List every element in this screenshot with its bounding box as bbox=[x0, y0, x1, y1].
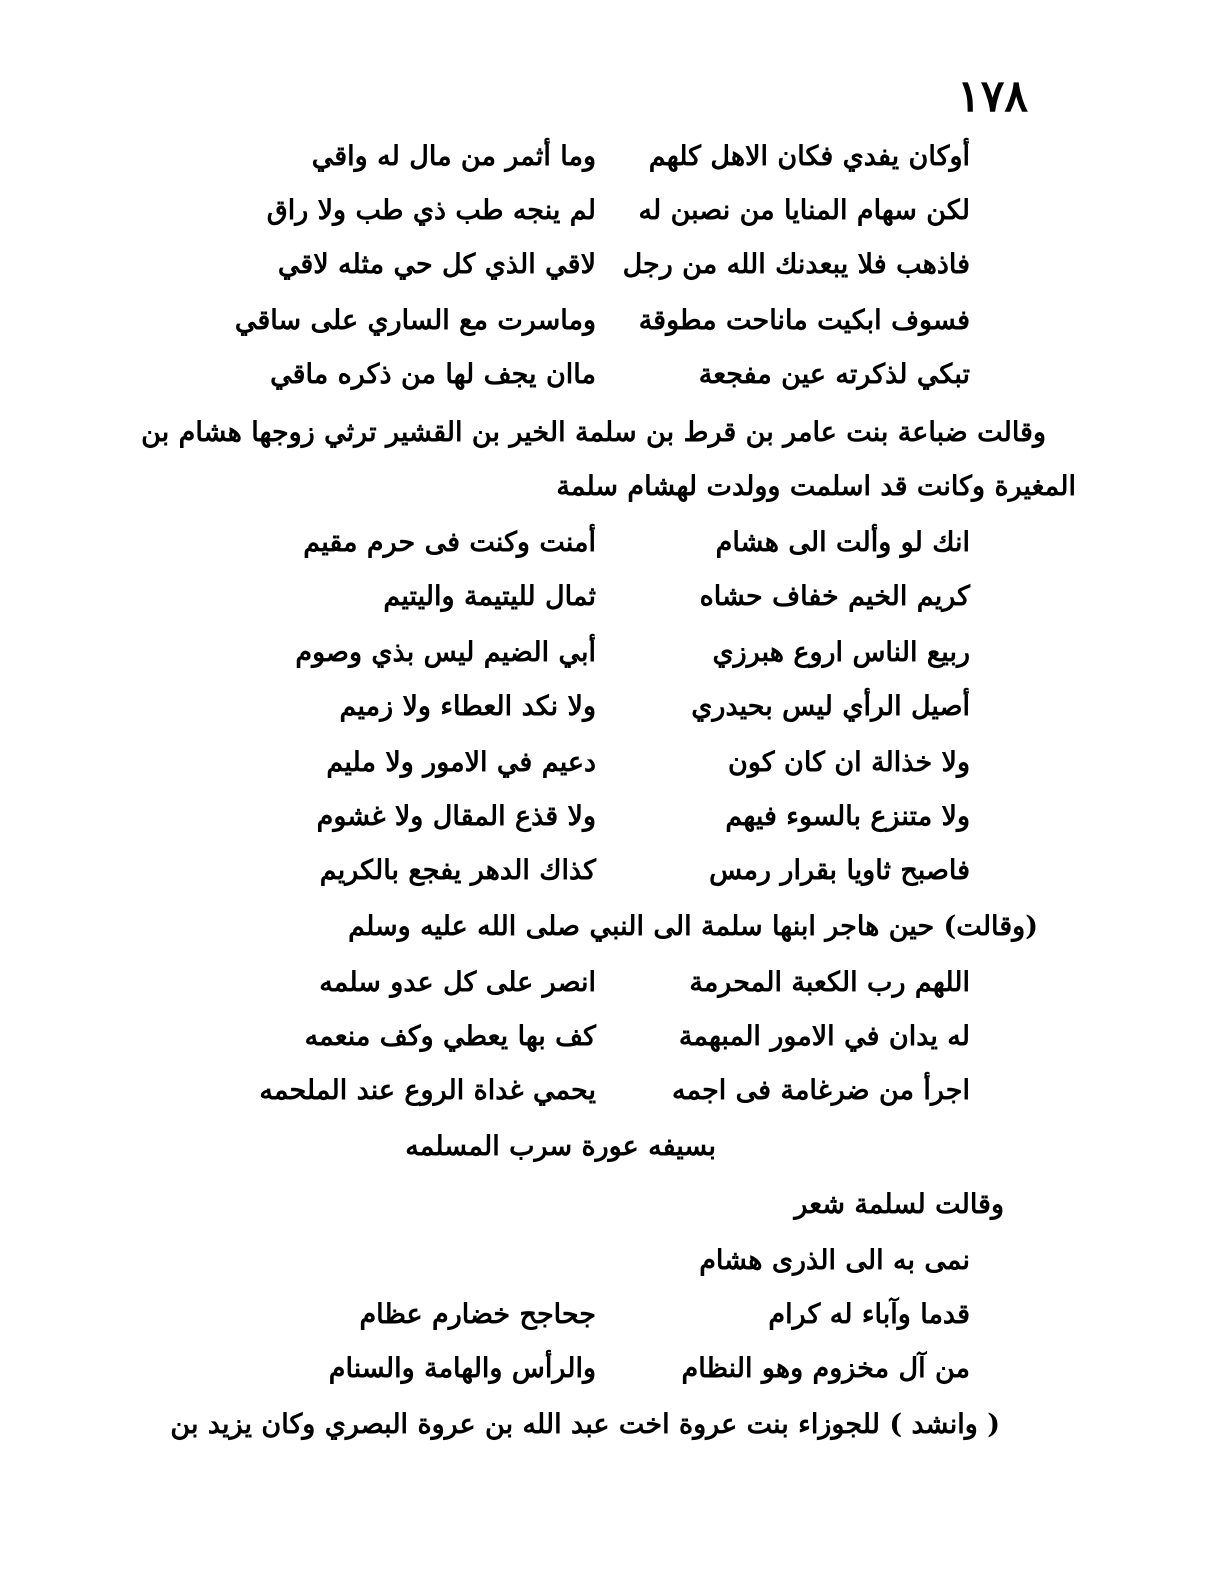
verse-first-hemistich: فاذهب فلا يبعدنك الله من رجل bbox=[622, 249, 970, 280]
verse-first-hemistich: انك لو وألت الى هشام bbox=[715, 527, 970, 558]
verse-line bbox=[0, 350, 1216, 402]
verse-first-hemistich: اللهم رب الكعبة المحرمة bbox=[689, 967, 970, 998]
verse-line bbox=[0, 296, 1216, 348]
verse-first-hemistich: من آل مخزوم وهو النظام bbox=[681, 1353, 970, 1384]
verse-first-hemistich: فسوف ابكيت ماناحت مطوقة bbox=[638, 305, 970, 336]
verse-first-hemistich: ولا خذالة ان كان كون bbox=[728, 747, 970, 778]
verse-first-hemistich: ولا متنزع بالسوء فيهم bbox=[725, 801, 970, 832]
prose-line: (وقالت) حين هاجر ابنها سلمة الى النبي صلى الله عليه وسلم bbox=[348, 911, 1038, 942]
verse-single-line: نمى به الى الذرى هشام bbox=[699, 1245, 970, 1276]
verse-first-hemistich: تبكي لذكرته عين مفجعة bbox=[698, 359, 970, 390]
verse-line bbox=[0, 240, 1216, 292]
verse-second-hemistich: انصر على كل عدو سلمه bbox=[319, 967, 596, 998]
verse-second-hemistich: جحاجح خضارم عظام bbox=[359, 1299, 596, 1330]
verse-second-hemistich: ولا قذع المقال ولا غشوم bbox=[316, 801, 596, 832]
prose-line: وقالت ضباعة بنت عامر بن قرط بن سلمة الخير بن القشير ترثي زوجها هشام بن bbox=[141, 417, 1046, 448]
verse-line bbox=[0, 846, 1216, 898]
verse-single-line: بسيفه عورة سرب المسلمه bbox=[405, 1131, 716, 1162]
verse-first-hemistich: اجرأ من ضرغامة فى اجمه bbox=[671, 1075, 970, 1106]
verse-line bbox=[0, 738, 1216, 790]
verse-second-hemistich: لاقي الذي كل حي مثله لاقي bbox=[277, 249, 596, 280]
prose-line: وقالت لسلمة شعر bbox=[794, 1189, 1004, 1220]
verse-second-hemistich: لم ينجه طب ذي طب ولا راق bbox=[266, 195, 596, 226]
prose-line: ( وانشد ) للجوزاء بنت عروة اخت عبد الله بن عروة البصري وكان يزيد بن bbox=[170, 1409, 1000, 1440]
verse-second-hemistich: ماان يجف لها من ذكره ماقي bbox=[270, 359, 596, 390]
verse-second-hemistich: كذاك الدهر يفجع بالكريم bbox=[319, 855, 596, 886]
verse-second-hemistich: يحمي غداة الروع عند الملحمه bbox=[259, 1075, 596, 1106]
verse-first-hemistich: فاصبح ثاويا بقرار رمس bbox=[709, 855, 970, 886]
verse-second-hemistich: والرأس والهامة والسنام bbox=[328, 1353, 596, 1384]
verse-line bbox=[0, 682, 1216, 734]
verse-second-hemistich: أبي الضيم ليس بذي وصوم bbox=[295, 637, 596, 668]
page-number: ١٧٨ bbox=[957, 71, 1028, 122]
verse-first-hemistich: قدما وآباء له كرام bbox=[768, 1299, 970, 1330]
verse-first-hemistich: أصيل الرأي ليس بحيدري bbox=[691, 691, 970, 722]
verse-first-hemistich: كريم الخيم خفاف حشاه bbox=[699, 581, 970, 612]
verse-line bbox=[0, 186, 1216, 238]
verse-line bbox=[0, 792, 1216, 844]
verse-first-hemistich: ربيع الناس اروع هبرزي bbox=[712, 637, 970, 668]
verse-line bbox=[0, 1290, 1216, 1342]
verse-line bbox=[0, 518, 1216, 570]
verse-first-hemistich: أوكان يفدي فكان الاهل كلهم bbox=[648, 141, 970, 172]
verse-line bbox=[0, 572, 1216, 624]
verse-line bbox=[0, 628, 1216, 680]
verse-second-hemistich: وما أثمر من مال له واقي bbox=[311, 141, 596, 172]
verse-first-hemistich: لكن سهام المنايا من نصبن له bbox=[638, 195, 970, 226]
verse-second-hemistich: وماسرت مع الساري على ساقي bbox=[234, 305, 596, 336]
verse-line bbox=[0, 1012, 1216, 1064]
verse-line bbox=[0, 1344, 1216, 1396]
verse-line bbox=[0, 132, 1216, 184]
verse-second-hemistich: كف بها يعطي وكف منعمه bbox=[304, 1021, 596, 1052]
verse-line bbox=[0, 958, 1216, 1010]
verse-first-hemistich: له يدان في الامور المبهمة bbox=[678, 1021, 970, 1052]
verse-line bbox=[0, 1066, 1216, 1118]
verse-second-hemistich: أمنت وكنت فى حرم مقيم bbox=[303, 527, 596, 558]
verse-second-hemistich: دعيم في الامور ولا مليم bbox=[326, 747, 596, 778]
prose-line: المغيرة وكانت قد اسلمت وولدت لهشام سلمة bbox=[556, 471, 1076, 502]
verse-second-hemistich: ولا نكد العطاء ولا زميم bbox=[339, 691, 596, 722]
verse-second-hemistich: ثمال لليتيمة واليتيم bbox=[383, 581, 596, 612]
